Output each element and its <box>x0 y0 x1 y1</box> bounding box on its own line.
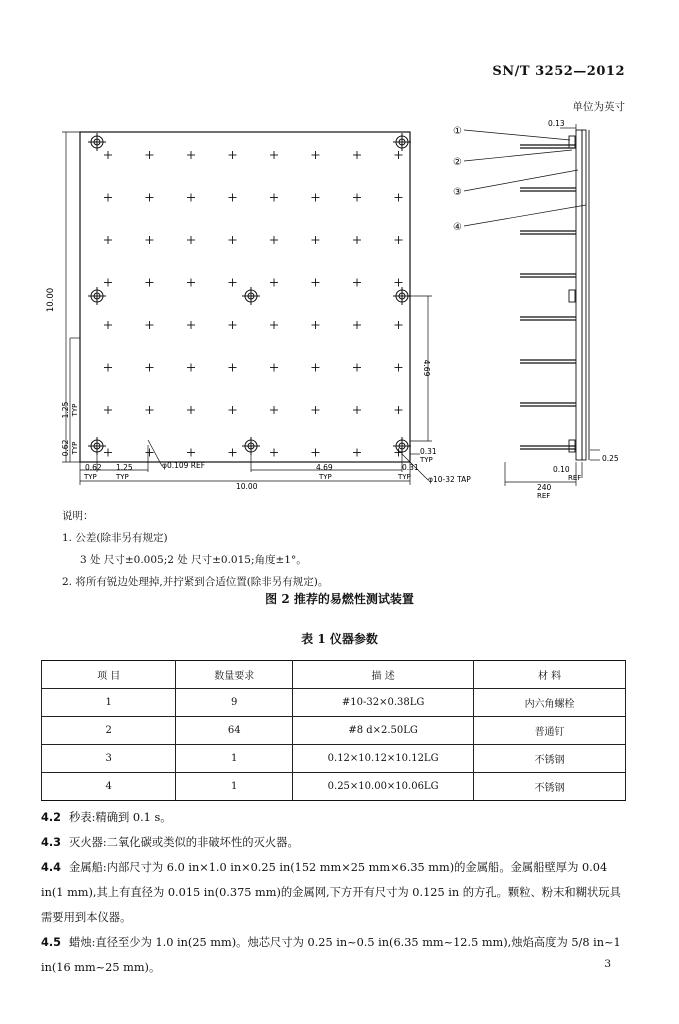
callout-1: ① <box>453 126 462 137</box>
pin-mark <box>270 321 278 329</box>
table-row <box>42 745 626 773</box>
pin-mark <box>187 236 195 244</box>
pin-mark <box>395 279 403 287</box>
table-cell: 内六角螺栓 <box>474 689 626 717</box>
pin-mark <box>312 364 320 372</box>
dim-edge-v-typ: TYP <box>71 441 79 455</box>
pin-mark <box>353 364 361 372</box>
pin-mark <box>229 194 237 202</box>
table-cell: 0.12×10.12×10.12LG <box>293 745 474 773</box>
parameter-table <box>41 660 626 801</box>
dim-overall-width: 10.00 <box>236 482 258 491</box>
body-text <box>41 805 631 980</box>
pin-mark <box>312 236 320 244</box>
side-dim-plate: 0.25 <box>602 454 619 463</box>
pin-mark <box>353 236 361 244</box>
table-header-cell: 材 料 <box>474 661 626 689</box>
dim-center-h: 4.69 <box>316 463 333 472</box>
pin-mark <box>353 151 361 159</box>
pin-mark <box>146 236 154 244</box>
pin-mark <box>104 194 112 202</box>
pin-mark <box>229 406 237 414</box>
side-pins <box>520 145 576 449</box>
pin-mark <box>312 321 320 329</box>
table-header-cell: 项 目 <box>42 661 176 689</box>
dim-edge-h: 0.62 <box>85 463 102 472</box>
pin-mark <box>395 151 403 159</box>
pin-mark <box>395 321 403 329</box>
callout-3: ③ <box>453 187 462 198</box>
pin-mark <box>270 194 278 202</box>
table-cell: 不锈钢 <box>474 773 626 801</box>
pin-mark <box>104 364 112 372</box>
dim-overall-height: 10.00 <box>46 287 56 313</box>
pin-mark <box>353 449 361 457</box>
bolt-holes <box>88 133 411 455</box>
pin-grid <box>104 151 403 457</box>
dim-center-h-typ: TYP <box>319 473 332 481</box>
pin-mark <box>187 151 195 159</box>
table-row <box>42 689 626 717</box>
side-view <box>569 130 589 460</box>
notes-heading: 说明： <box>62 510 94 522</box>
pin-mark <box>270 151 278 159</box>
pin-mark <box>270 364 278 372</box>
pin-mark <box>270 406 278 414</box>
pin-mark <box>395 406 403 414</box>
table-row <box>42 717 626 745</box>
side-dim-base-ref: REF <box>568 474 582 482</box>
pin-mark <box>353 279 361 287</box>
table-caption: 表 1 仪器参数 <box>301 632 378 646</box>
pin-mark <box>187 406 195 414</box>
pin-mark <box>395 194 403 202</box>
callout-2: ② <box>453 157 462 168</box>
bolt-hole <box>88 287 106 305</box>
pin-mark <box>146 364 154 372</box>
pin-mark <box>312 151 320 159</box>
pin-mark <box>187 364 195 372</box>
callouts <box>464 130 586 226</box>
dim-right-v-typ: TYP <box>420 456 433 464</box>
pin-mark <box>312 194 320 202</box>
dim-tap: φ10-32 TAP <box>428 475 471 484</box>
pin-mark <box>146 279 154 287</box>
pin-mark <box>353 194 361 202</box>
pin-mark <box>353 321 361 329</box>
callout-leader <box>464 130 570 140</box>
dim-right-v: 0.31 <box>420 447 437 456</box>
table-header-row <box>42 661 626 689</box>
section-4-3 <box>41 830 631 855</box>
table-cell: 不锈钢 <box>474 745 626 773</box>
pin-mark <box>229 449 237 457</box>
pin-mark <box>312 406 320 414</box>
side-dim-len: 240 <box>537 483 552 492</box>
unit-note: 单位为英寸 <box>572 101 625 113</box>
notes-item-1: 1. 公差(除非另有规定) <box>62 532 168 544</box>
side-dim-base: 0.10 <box>553 465 570 474</box>
pin-mark <box>229 279 237 287</box>
section-text: 灭火器:二氧化碳或类似的非破坏性的灭火器。 <box>69 836 299 849</box>
pin-mark <box>146 449 154 457</box>
table-cell: 3 <box>42 745 176 773</box>
bolt-hole <box>88 133 106 151</box>
notes-item-2: 2. 将所有锐边处理掉,并拧紧到合适位置(除非另有规定)。 <box>62 576 329 588</box>
pin-mark <box>187 449 195 457</box>
pin-mark <box>312 449 320 457</box>
pin-mark <box>146 406 154 414</box>
section-number: 4.3 <box>41 836 62 849</box>
pin-mark <box>104 406 112 414</box>
pin-mark <box>353 406 361 414</box>
pin-mark <box>395 236 403 244</box>
pin-mark <box>395 364 403 372</box>
bolt-hole <box>393 287 411 305</box>
side-dim-top: 0.13 <box>548 119 565 128</box>
section-text: 秒表:精确到 0.1 s。 <box>69 811 172 824</box>
section-number: 4.4 <box>41 861 62 874</box>
table-header-cell: 数量要求 <box>176 661 293 689</box>
pin-mark <box>229 321 237 329</box>
pin-mark <box>312 279 320 287</box>
pin-mark <box>229 236 237 244</box>
dim-edge-h-typ: TYP <box>84 473 97 481</box>
callout-leader <box>464 205 586 226</box>
pin-mark <box>229 151 237 159</box>
table-header-cell: 描 述 <box>293 661 474 689</box>
pin-mark <box>395 449 403 457</box>
section-number: 4.2 <box>41 811 62 824</box>
pin-mark <box>104 151 112 159</box>
table-cell: 4 <box>42 773 176 801</box>
table-cell: 2 <box>42 717 176 745</box>
section-4-5 <box>41 930 631 980</box>
dim-pitch-h-typ: TYP <box>116 473 129 481</box>
pin-mark <box>229 364 237 372</box>
table-row <box>42 773 626 801</box>
section-text: 金属船:内部尺寸为 6.0 in×1.0 in×0.25 in(152 mm×25 mm×6.35 mm)的金属船。金属船壁厚为 0.04 in(1 mm),其上有直径为 0.015 in(0.375 mm)的金属网,下方开有尺寸为 0.125 in 的方孔。颗粒、粉末和糊状玩具需要用到本仪器。 <box>41 861 621 924</box>
pin-mark <box>270 236 278 244</box>
callout-leader <box>464 150 572 161</box>
table-cell: #8 d×2.50LG <box>293 717 474 745</box>
table-cell: 1 <box>176 773 293 801</box>
standard-code: SN/T 3252—2012 <box>492 64 625 79</box>
pin-mark <box>146 151 154 159</box>
bolt-hole <box>242 287 260 305</box>
notes-item-1-detail: 3 处 尺寸±0.005;2 处 尺寸±0.015;角度±1°。 <box>80 554 307 566</box>
pin-mark <box>104 279 112 287</box>
dim-pin-dia: φ0.109 REF <box>162 461 206 470</box>
pin-mark <box>187 321 195 329</box>
table-cell: 9 <box>176 689 293 717</box>
pin-mark <box>104 449 112 457</box>
page-number: 3 <box>604 958 611 970</box>
bolt-hole <box>393 133 411 151</box>
pin-mark <box>270 279 278 287</box>
dim-pitch-h: 1.25 <box>116 463 133 472</box>
callout-4: ④ <box>453 222 462 233</box>
test-apparatus-drawing <box>0 110 679 500</box>
section-text: 蜡烛:直径至少为 1.0 in(25 mm)。烛芯尺寸为 0.25 in~0.5 in(6.35 mm~12.5 mm),烛焰高度为 5/8 in~1 in(16 mm~25 mm)。 <box>41 936 621 974</box>
dim-right-h-typ: TYP <box>398 473 411 481</box>
pin-mark <box>270 449 278 457</box>
dim-center-v: 4.69 <box>422 359 431 377</box>
dim-edge-v: 0.62 <box>61 439 70 457</box>
pin-mark <box>146 194 154 202</box>
dim-right-h: 0.31 <box>402 463 419 472</box>
table-cell: 1 <box>176 745 293 773</box>
notes <box>62 505 328 593</box>
side-dim-len-ref: REF <box>537 492 551 500</box>
pin-mark <box>104 236 112 244</box>
section-4-2 <box>41 805 631 830</box>
pin-mark <box>146 321 154 329</box>
pin-mark <box>187 194 195 202</box>
pin-mark <box>187 279 195 287</box>
table-cell: #10-32×0.38LG <box>293 689 474 717</box>
table-cell: 64 <box>176 717 293 745</box>
figure-caption: 图 2 推荐的易燃性测试装置 <box>265 592 414 606</box>
dim-pitch-v: 1.25 <box>61 401 70 419</box>
table-cell: 普通钉 <box>474 717 626 745</box>
table-cell: 0.25×10.00×10.06LG <box>293 773 474 801</box>
dim-pitch-v-typ: TYP <box>71 403 79 417</box>
pin-mark <box>104 321 112 329</box>
table-cell: 1 <box>42 689 176 717</box>
section-number: 4.5 <box>41 936 62 949</box>
section-4-4 <box>41 855 631 930</box>
